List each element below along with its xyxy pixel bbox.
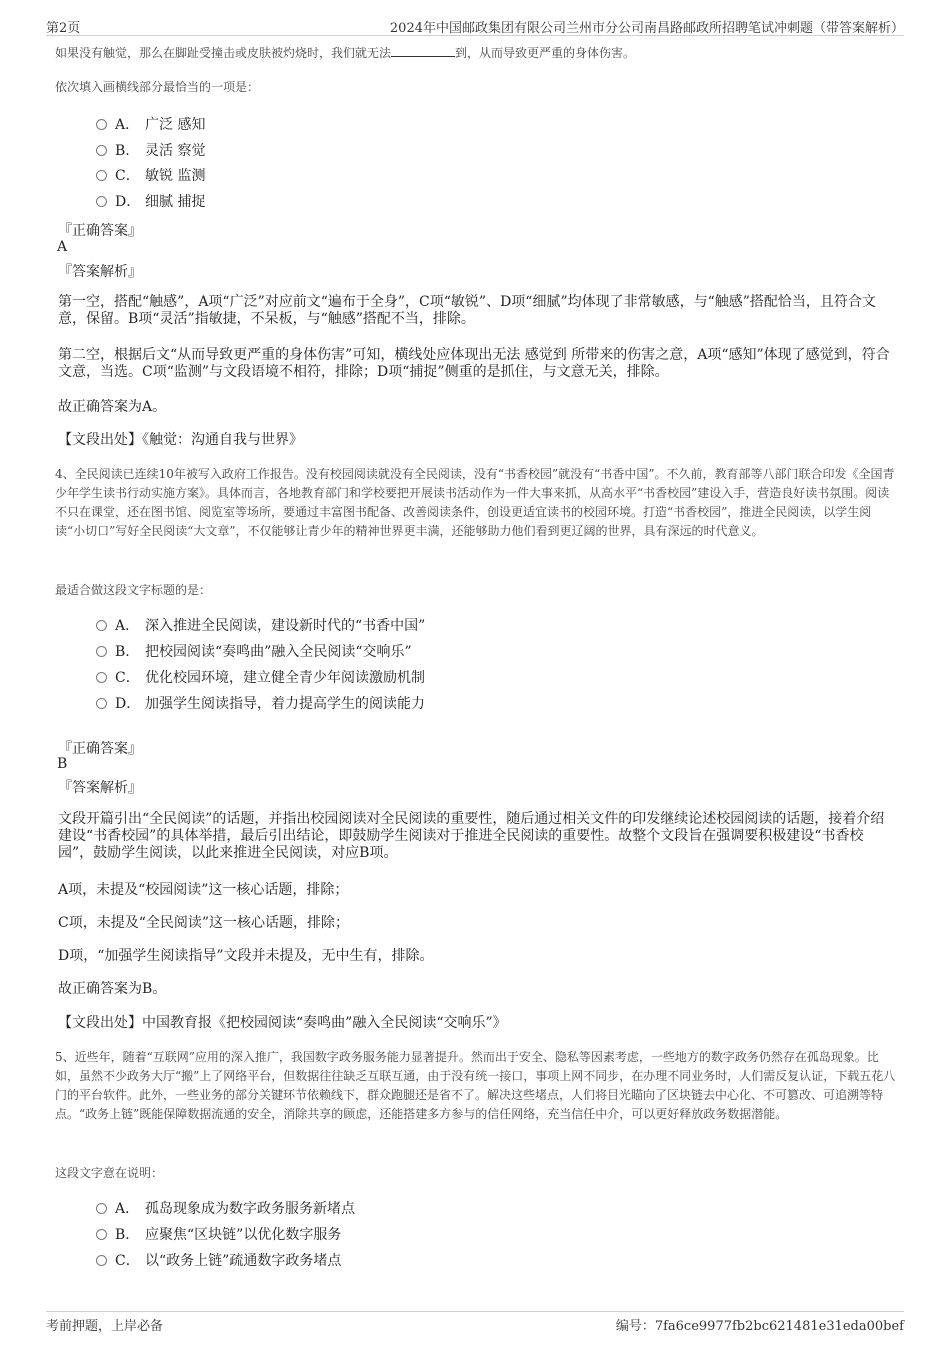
radio-icon[interactable]	[96, 620, 107, 631]
q4-option-d[interactable]: D． 加强学生阅读指导，着力提高学生的阅读能力	[96, 693, 425, 713]
q3-analysis-p2: 第二空，根据后文“从而导致更严重的身体伤害”可知，横线处应体现出无法 感觉到 所带来的伤害之意，A项“感知”体现了感觉到，符合文意，当选。C项“监测”与文段语境不相符，排除；D项“捕捉”侧重的是抓住，与文意无关，排除。	[58, 347, 890, 380]
q3-answer: A	[57, 239, 68, 255]
q4-analysis-p4: D项，“加强学生阅读指导”文段并未提及，无中生有，排除。	[58, 948, 434, 964]
document-id: 编号：7fa6ce9977fb2bc621481e31eda00bef	[615, 1319, 904, 1334]
q3-stem: 如果没有触觉，那么在脚趾受撞击或皮肤被灼烧时，我们就无法 到，从而导致更严重的身体伤害。	[55, 46, 636, 60]
q3-option-c[interactable]: C． 敏锐 监测	[96, 165, 205, 185]
document-title: 2024年中国邮政集团有限公司兰州市分公司南昌路邮政所招聘笔试冲刺题（带答案解析）	[389, 21, 904, 36]
radio-icon[interactable]	[96, 698, 107, 709]
q4-answer: B	[57, 756, 68, 772]
q4-answer-label: 『正确答案』	[58, 741, 142, 757]
page-header	[46, 15, 904, 36]
q4-analysis-label: 『答案解析』	[58, 780, 142, 796]
q4-option-a[interactable]: A． 深入推进全民阅读，建设新时代的“书香中国”	[96, 615, 425, 635]
q3-source: 【文段出处】《触觉：沟通自我与世界》	[58, 432, 303, 448]
page-number: 第2页	[46, 21, 81, 36]
q4-option-c[interactable]: C． 优化校园环境，建立健全青少年阅读激励机制	[96, 667, 425, 687]
q4-analysis-p1: 文段开篇引出“全民阅读”的话题，并指出校园阅读对全民阅读的重要性，随后通过相关文件的印发继续论述校园阅读的话题，接着介绍建设“书香校园”的具体举措，最后引出结论，即鼓励学生阅读对于推进全民阅读的重要性。故整个文段旨在强调要积极建设“书香校园”，鼓励学生阅读，以此来推进全民阅读，对应B项。	[58, 811, 885, 861]
q3-analysis-p1: 第一空，搭配“触感”，A项“广泛”对应前文“遍布于全身”，C项“敏锐”、D项“细腻”均体现了非常敏感，与“触感”搭配恰当，且符合文意，保留。B项“灵活”指敏捷，不呆板，与“触感”搭配不当，排除。	[58, 294, 876, 327]
q5-option-c[interactable]: C． 以“政务上链”疏通数字政务堵点	[96, 1250, 341, 1270]
q4-analysis-p5: 故正确答案为B。	[58, 981, 167, 997]
q3-option-b[interactable]: B. 灵活 察觉	[96, 140, 205, 160]
q4-prompt: 最适合做这段文字标题的是：	[55, 583, 212, 597]
answer-blank	[391, 45, 455, 57]
q3-option-a[interactable]: A． 广泛 感知	[96, 114, 205, 134]
q5-option-b[interactable]: B． 应聚焦“区块链”以优化数字服务	[96, 1224, 341, 1244]
q5-prompt: 这段文字意在说明：	[55, 1166, 164, 1180]
q4-option-b[interactable]: B. 把校园阅读“奏鸣曲”融入全民阅读“交响乐”	[96, 641, 412, 661]
q4-source: 【文段出处】中国教育报《把校园阅读“奏鸣曲”融入全民阅读“交响乐”》	[58, 1015, 507, 1031]
q3-option-d[interactable]: D． 细腻 捕捉	[96, 191, 205, 211]
q3-analysis-label: 『答案解析』	[58, 264, 142, 280]
radio-icon[interactable]	[96, 672, 107, 683]
q5-option-a[interactable]: A． 孤岛现象成为数字政务服务新堵点	[96, 1198, 355, 1218]
q4-analysis-p3: C项，未提及“全民阅读”这一核心话题，排除；	[58, 915, 350, 931]
q3-analysis-p3: 故正确答案为A。	[58, 399, 167, 415]
radio-icon[interactable]	[96, 196, 107, 207]
q4-analysis-p2: A项，未提及“校园阅读”这一核心话题，排除；	[58, 882, 349, 898]
radio-icon[interactable]	[96, 1255, 107, 1266]
q3-prompt: 依次填入画横线部分最恰当的一项是：	[55, 80, 260, 94]
q4-stem: 4、全民阅读已连续10年被写入政府工作报告。没有校园阅读就没有全民阅读，没有“书香校园”就没有“书香中国”。不久前，教育部等八部门联合印发《全国青少年学生读书行动实施方案》。具体而言，各地教育部门和学校要把开展读书活动作为一件大事来抓，从高水平“书香校园”建设入手，营造良好读书氛围。阅读不只在课堂，还在图书馆、阅览室等场所，要通过丰富图书配备、改善阅读条件，创设更适宜读书的校园环境。打造“书香校园”，推进全民阅读，以学生阅读“小切口”写好全民阅读“大文章”，不仅能够让青少年的精神世界更丰满，还能够助力他们看到更辽阔的世界，具有深远的时代意义。	[55, 467, 895, 538]
page-footer	[46, 1311, 904, 1334]
radio-icon[interactable]	[96, 145, 107, 156]
q5-stem: 5、近些年，随着“互联网”应用的深入推广，我国数字政务服务能力显著提升。然而出于安全、隐私等因素考虑，一些地方的数字政务仍然存在孤岛现象。比如，虽然不少政务大厅“搬”上了网络平台，但数据往往缺乏互联互通，由于没有统一接口，事项上网不同步，在办理不同业务时，人们需反复认证，下载五花八门的平台软件。此外，一些业务的部分关键环节依赖线下，群众跑腿还是省不了。解决这些堵点，人们将目光瞄向了区块链去中心化、不可篡改、可追溯等特点。“政务上链”既能保障数据流通的安全，消除共享的顾虑，还能搭建多方参与的信任网络，充当信任中介，可以更好释放政务数据潜能。	[55, 1050, 896, 1121]
radio-icon[interactable]	[96, 1229, 107, 1240]
radio-icon[interactable]	[96, 646, 107, 657]
footer-slogan: 考前押题，上岸必备	[46, 1319, 164, 1334]
q3-answer-label: 『正确答案』	[58, 223, 142, 239]
radio-icon[interactable]	[96, 1203, 107, 1214]
radio-icon[interactable]	[96, 170, 107, 181]
radio-icon[interactable]	[96, 119, 107, 130]
